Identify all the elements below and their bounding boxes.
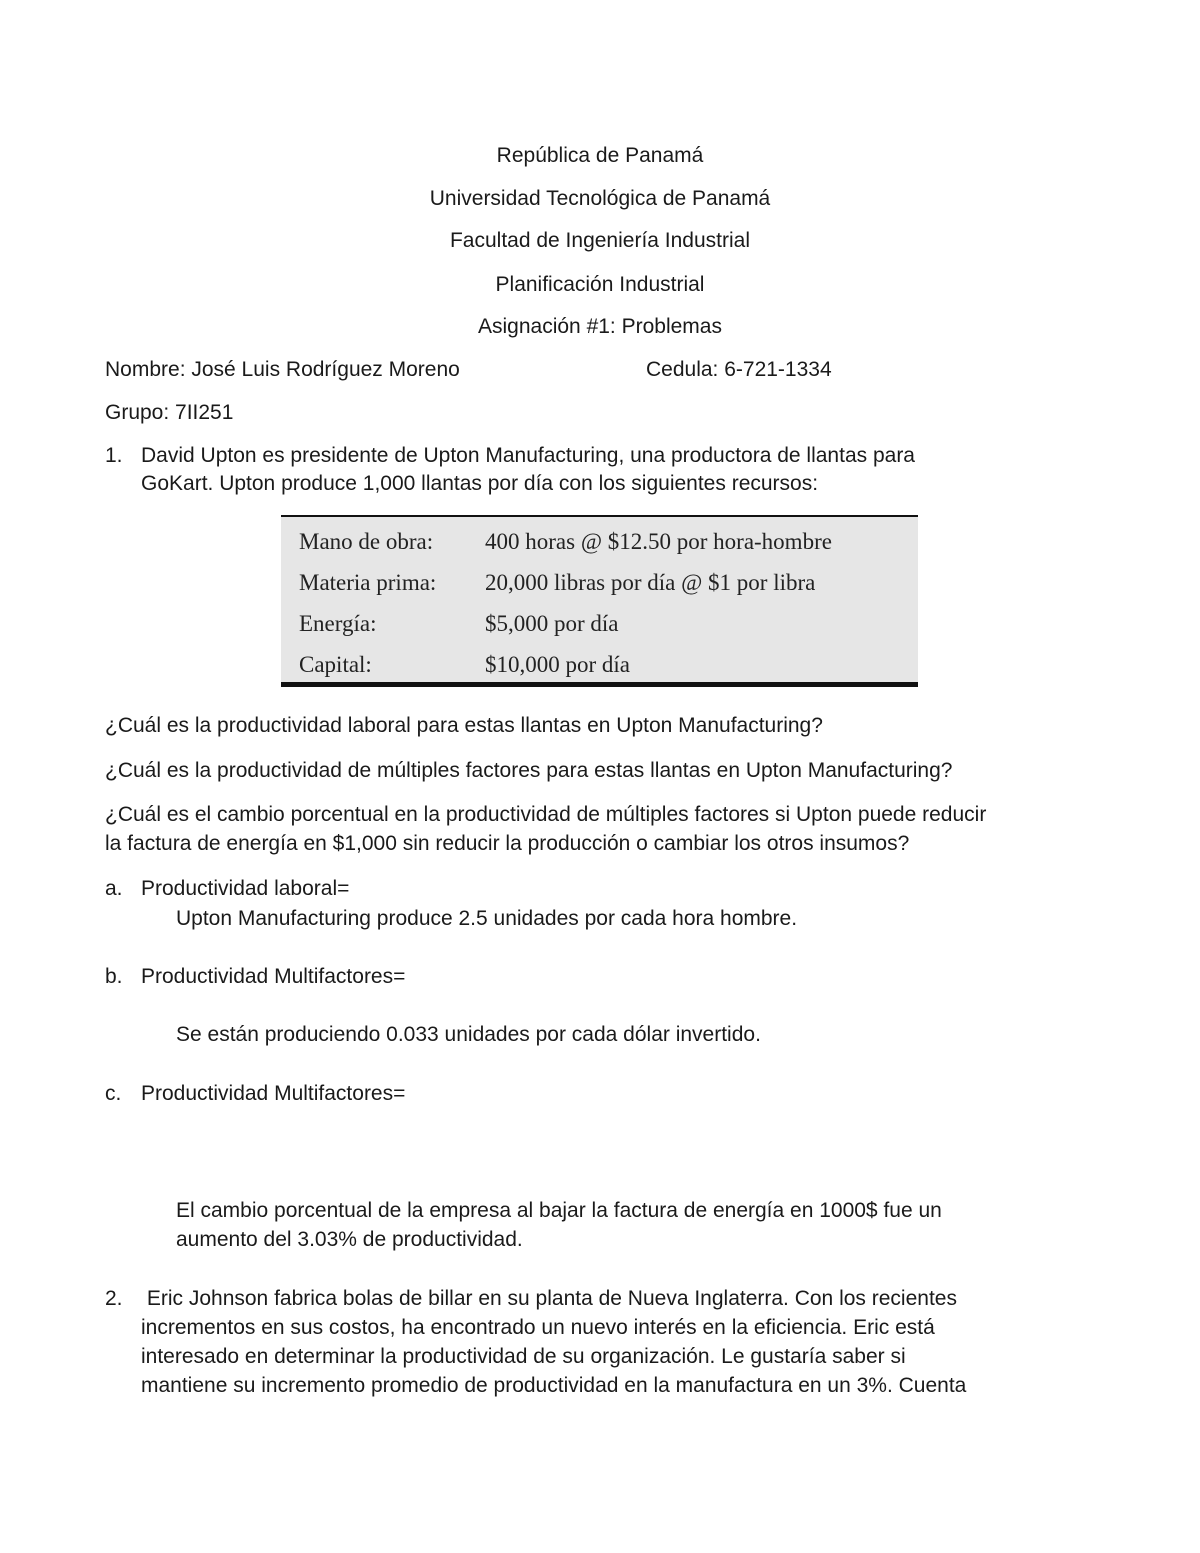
- resource-value: 20,000 libras por día @ $1 por libra: [485, 569, 816, 595]
- answer-b-text: Se están produciendo 0.033 unidades por cada dólar invertido.: [176, 1023, 761, 1046]
- header-university: Universidad Tecnológica de Panamá: [429, 187, 771, 210]
- header-faculty: Facultad de Ingeniería Industrial: [449, 229, 751, 252]
- resource-label: Energía:: [299, 610, 377, 636]
- student-group: Grupo: 7II251: [105, 401, 234, 424]
- question-3-line-1: ¿Cuál es el cambio porcentual en la productividad de múltiples factores si Upton puede reducir: [105, 803, 987, 826]
- answer-c-label: c.: [105, 1082, 122, 1105]
- question-2: ¿Cuál es la productividad de múltiples factores para estas llantas en Upton Manufacturing?: [105, 759, 953, 782]
- answer-c-title: Productividad Multifactores=: [141, 1082, 406, 1105]
- problem-2-text-line-1: Eric Johnson fabrica bolas de billar en su planta de Nueva Inglaterra. Con los recientes: [141, 1287, 957, 1310]
- problem-1-text-line-2: GoKart. Upton produce 1,000 llantas por día con los siguientes recursos:: [141, 472, 819, 495]
- table-row: [281, 517, 918, 562]
- question-1: ¿Cuál es la productividad laboral para estas llantas en Upton Manufacturing?: [105, 714, 823, 737]
- resources-table: [281, 517, 918, 685]
- problem-1-number: 1.: [105, 444, 123, 467]
- header-course: Planificación Industrial: [495, 273, 705, 296]
- resource-label: Mano de obra:: [299, 528, 434, 554]
- answer-b-title: Productividad Multifactores=: [141, 965, 406, 988]
- problem-2-number: 2.: [105, 1287, 123, 1310]
- student-name: Nombre: José Luis Rodríguez Moreno: [105, 358, 460, 381]
- resource-value: 400 horas @ $12.50 por hora-hombre: [485, 528, 832, 554]
- resource-value: $5,000 por día: [485, 610, 619, 636]
- resource-value: $10,000 por día: [485, 651, 631, 677]
- problem-2-text-line-3: interesado en determinar la productividad de su organización. Le gustaría saber si: [141, 1345, 906, 1368]
- answer-a-text: Upton Manufacturing produce 2.5 unidades por cada hora hombre.: [176, 907, 798, 930]
- resource-label: Capital:: [299, 651, 372, 677]
- student-cedula: Cedula: 6-721-1334: [646, 358, 832, 381]
- problem-2-text-line-4: mantiene su incremento promedio de productividad en la manufactura en un 3%. Cuenta: [141, 1374, 967, 1397]
- question-3-line-2: la factura de energía en $1,000 sin reducir la producción o cambiar los otros insumos?: [105, 832, 910, 855]
- table-row: [281, 644, 918, 685]
- problem-2-text-line-2: incrementos en sus costos, ha encontrado un nuevo interés en la eficiencia. Eric está: [141, 1316, 935, 1339]
- answer-c-text-line-1: El cambio porcentual de la empresa al bajar la factura de energía en 1000$ fue un: [176, 1199, 942, 1222]
- resource-label: Materia prima:: [299, 569, 437, 595]
- header-assignment: Asignación #1: Problemas: [478, 315, 722, 338]
- answer-b-label: b.: [105, 965, 123, 988]
- problem-1-text-line-1: David Upton es presidente de Upton Manufacturing, una productora de llantas para: [141, 444, 915, 467]
- answer-a-title: Productividad laboral=: [141, 877, 350, 900]
- answer-a-label: a.: [105, 877, 123, 900]
- answer-c-text-line-2: aumento del 3.03% de productividad.: [176, 1228, 523, 1251]
- table-row: [281, 603, 918, 644]
- header-country: República de Panamá: [496, 144, 704, 167]
- table-bottom-rule: [281, 682, 918, 687]
- table-row: [281, 562, 918, 603]
